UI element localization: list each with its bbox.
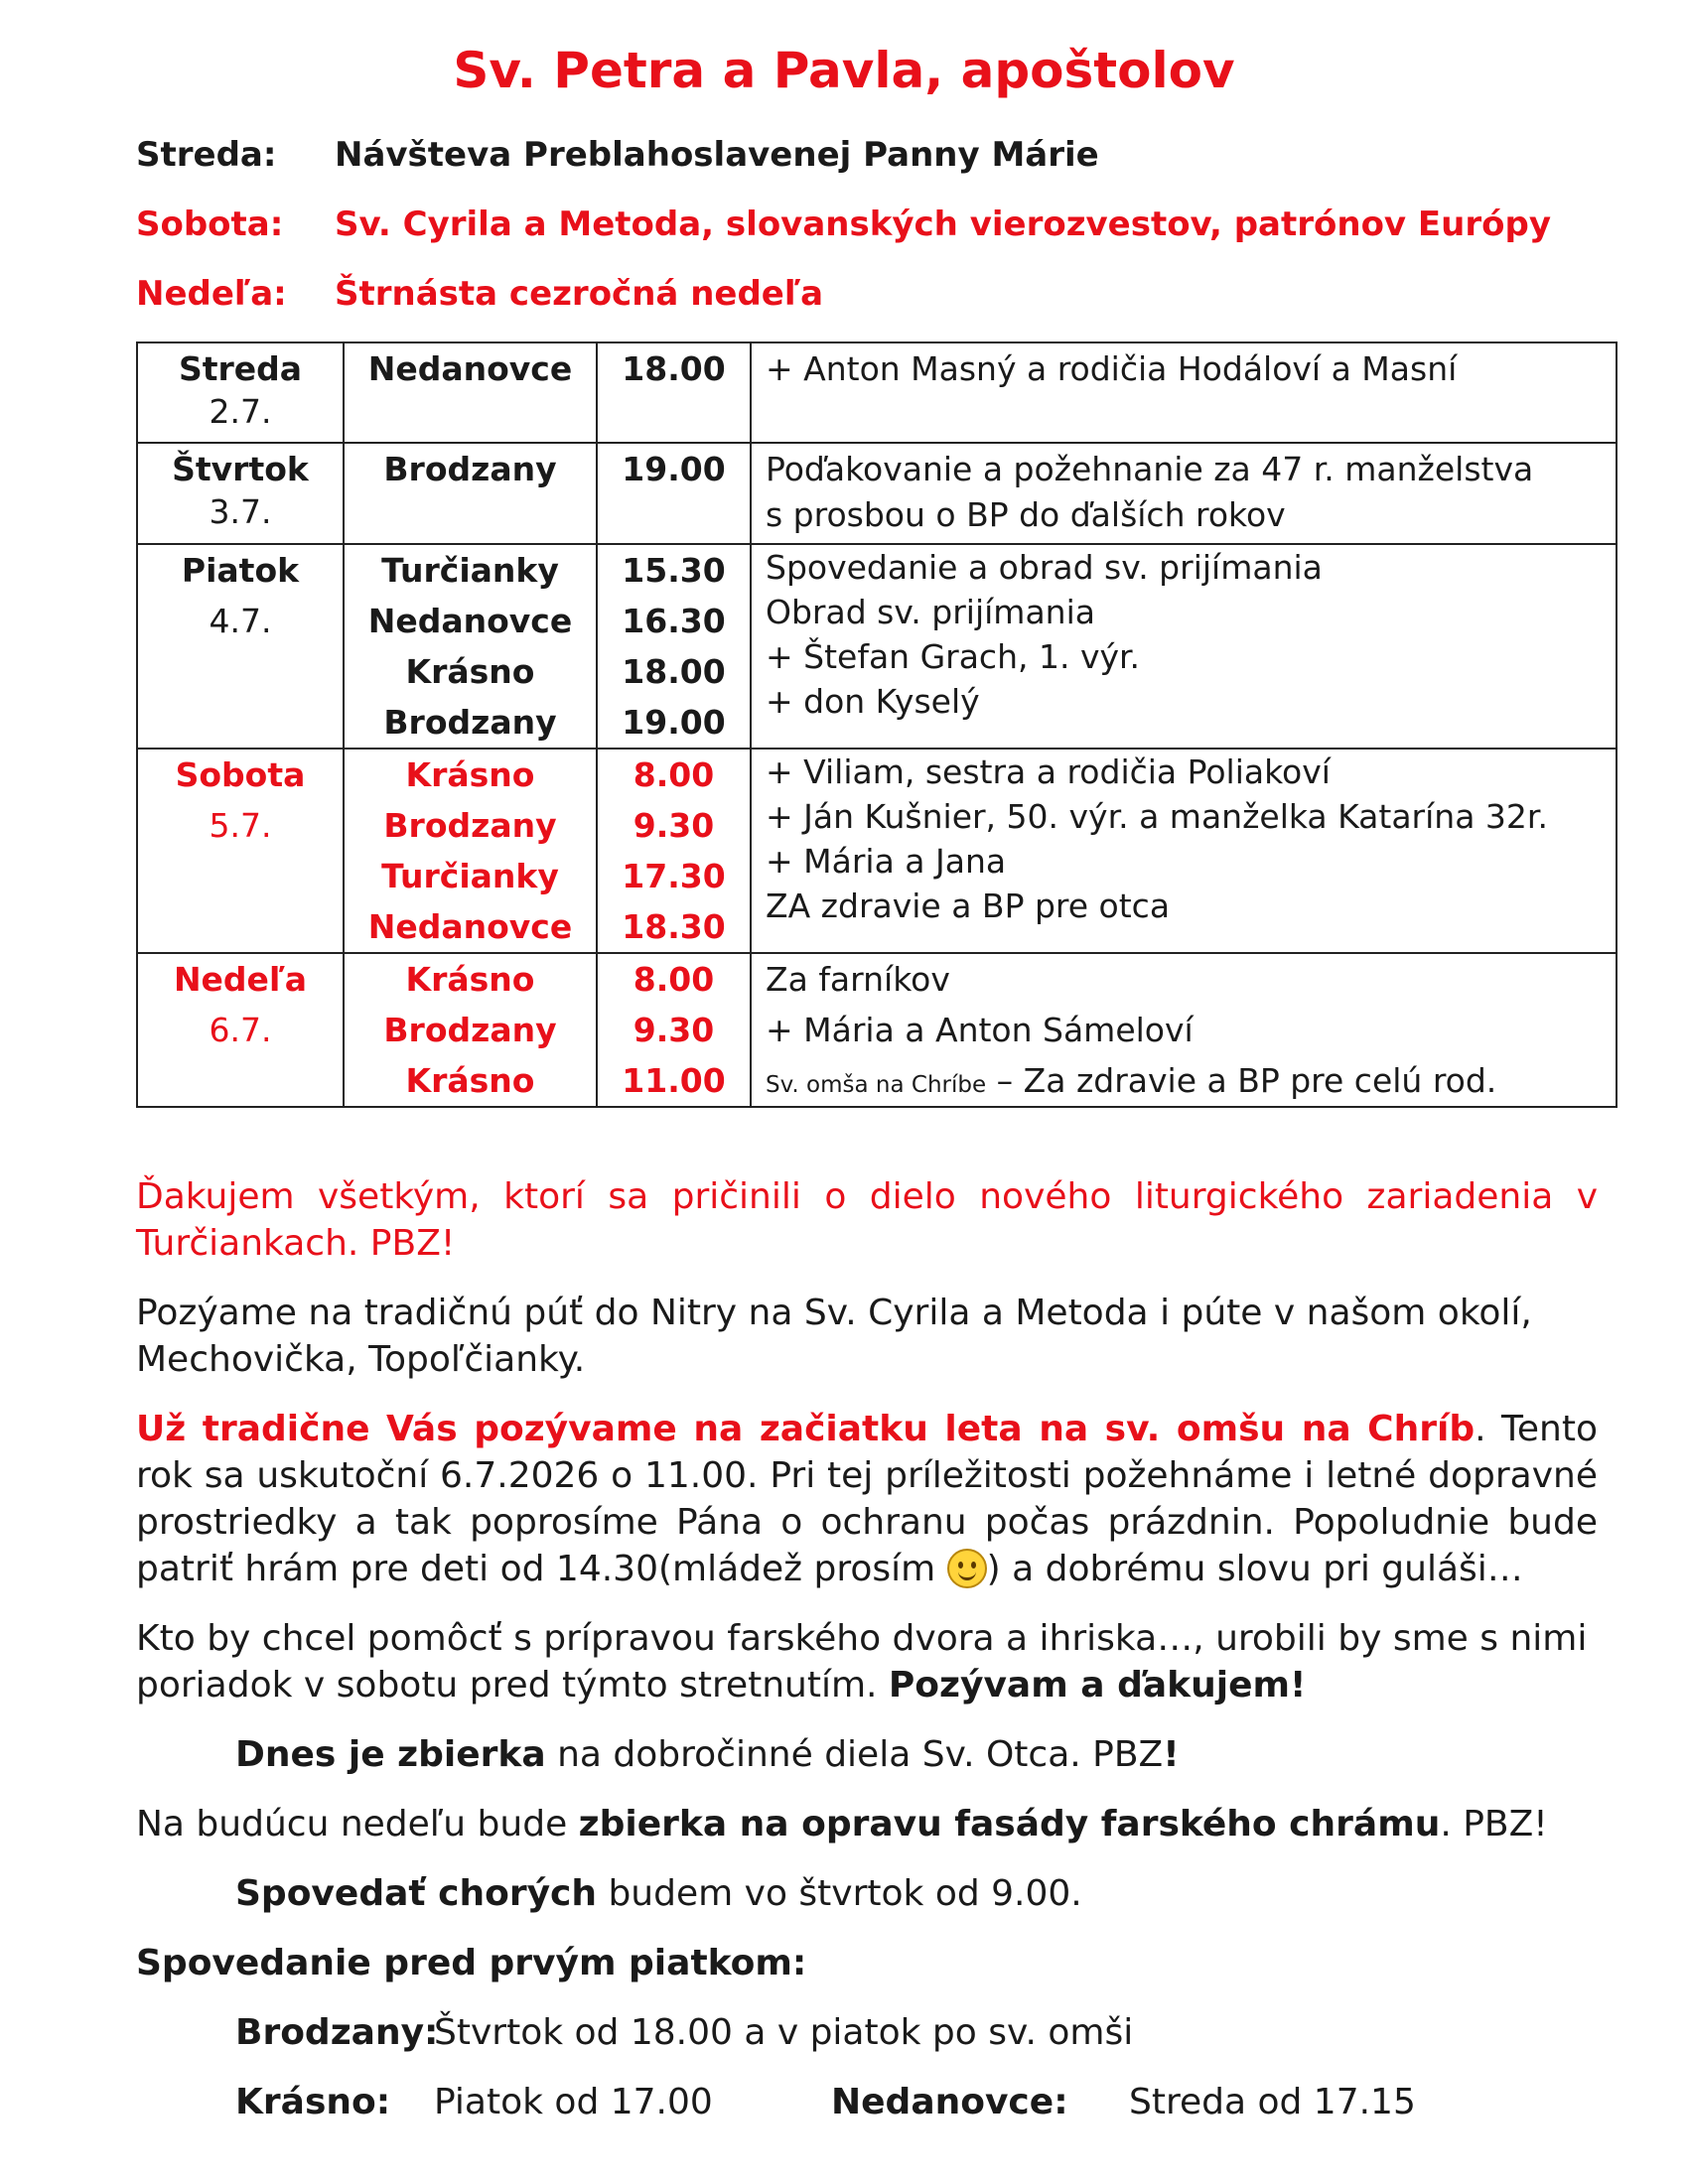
chrib-invite-text: . Tento rok sa uskutoční 6.7.2026 o 11.00. Pri tej príležitosti požehnáme i letné dopravné prostriedky a tak poprosíme Pána o ochranu počas prázdnin. Popoludnie bude patriť hrám pre deti od 14.30(mládež prosím: [136, 1409, 1598, 1589]
intention: + Mária a Jana: [766, 842, 1007, 881]
time: 19.00: [622, 703, 726, 742]
time: 9.30: [633, 1011, 715, 1049]
intention: ZA zdravie a BP pre otca: [766, 887, 1171, 925]
place: Brodzany: [383, 1011, 557, 1049]
time: 17.30: [622, 857, 726, 895]
confession-time: Streda od 17.15: [1129, 2082, 1416, 2122]
confession-brodzany: [235, 2009, 1688, 2056]
time: 8.00: [633, 960, 715, 999]
help-thanks: Pozývam a ďakujem!: [888, 1665, 1307, 1706]
confession-krasno-nedanovce: [235, 2079, 1688, 2125]
intention: Poďakovanie a požehnanie za 47 r. manželstva: [766, 450, 1534, 488]
place: Brodzany: [383, 806, 557, 845]
feast-day-label: Sobota:: [136, 205, 284, 244]
place: Brodzany: [383, 703, 557, 742]
sick-confession-text: budem vo štvrtok od 9.00.: [597, 1873, 1082, 1914]
intention: + Štefan Grach, 1. výr.: [766, 637, 1141, 676]
confession-place: Nedanovce:: [831, 2082, 1068, 2122]
intention: + Viliam, sestra a rodičia Poliakoví: [766, 752, 1331, 791]
time: 19.00: [622, 450, 726, 488]
announcement-collection-next: [136, 1801, 1598, 1847]
day-name: Piatok: [181, 551, 300, 590]
announcement-help: [136, 1615, 1598, 1708]
day-date: 6.7.: [209, 1011, 272, 1049]
feast-day-label: Nedeľa:: [136, 274, 287, 314]
intention-note: Sv. omša na Chríbe: [766, 1072, 987, 1098]
place: Krásno: [405, 960, 535, 999]
page-title: Sv. Petra a Pavla, apoštolov: [453, 42, 1235, 99]
place: Brodzany: [383, 450, 557, 488]
chrib-invite-highlight: Už tradične Vás pozývame na začiatku leta na sv. omšu na Chríb: [136, 1409, 1476, 1449]
table-row: [137, 749, 1617, 953]
sick-confession-label: Spovedať chorých: [235, 1873, 598, 1914]
intention: [766, 1055, 1616, 1106]
place: Turčianky: [381, 857, 559, 895]
intention: Spovedanie a obrad sv. prijímania: [766, 548, 1323, 587]
collection-today-label: Dnes je zbierka: [235, 1734, 546, 1775]
place: Krásno: [405, 1061, 535, 1100]
place: Nedanovce: [367, 907, 573, 946]
collection-next-intro: Na budúcu nedeľu bude: [136, 1804, 579, 1844]
day-date: 3.7.: [209, 492, 272, 531]
time: 18.00: [622, 652, 726, 691]
confession-place: Brodzany:: [235, 2012, 439, 2053]
feast-day-label: Streda:: [136, 135, 277, 175]
place: Nedanovce: [367, 349, 573, 388]
table-row: [137, 953, 1617, 1107]
time: 11.00: [622, 1061, 726, 1100]
intention: + Anton Masný a rodičia Hodáloví a Masní: [766, 349, 1458, 388]
day-date: 2.7.: [209, 392, 272, 431]
confession-heading-text: Spovedanie pred prvým piatkom:: [136, 1943, 807, 1983]
place: Turčianky: [381, 551, 559, 590]
feast-wednesday: [136, 135, 1099, 175]
confession-time: Štvrtok od 18.00 a v piatok po sv. omši: [434, 2012, 1134, 2053]
time: 18.30: [622, 907, 726, 946]
collection-next-purpose: zbierka na opravu fasády farského chrámu: [578, 1804, 1441, 1844]
feast-saturday: [136, 205, 1551, 244]
intention: Obrad sv. prijímania: [766, 593, 1095, 631]
intention: + don Kyselý: [766, 682, 980, 721]
time: 18.00: [622, 349, 726, 388]
smiley-icon: [947, 1549, 987, 1588]
table-row: [137, 443, 1617, 544]
day-name: Nedeľa: [173, 960, 308, 999]
feast-text: Návšteva Preblahoslavenej Panny Márie: [335, 135, 1099, 175]
intention: + Ján Kušnier, 50. výr. a manželka Katarína 32r.: [766, 797, 1548, 836]
time: 9.30: [633, 806, 715, 845]
day-date: 4.7.: [209, 602, 272, 640]
intention-text: – Za zdravie a BP pre celú rod.: [986, 1061, 1497, 1100]
time: 15.30: [622, 551, 726, 590]
feast-text: Štrnásta cezročná nedeľa: [335, 274, 824, 314]
time: 8.00: [633, 755, 715, 794]
table-row: [137, 544, 1617, 749]
help-text: Kto by chcel pomôcť s prípravou farského dvora a ihriska…, urobili by sme s nimi poriadok v sobotu pred týmto stretnutím.: [136, 1618, 1588, 1706]
intention: s prosbou o BP do ďalších rokov: [766, 495, 1286, 534]
intention: + Mária a Anton Sámeloví: [766, 1011, 1194, 1049]
feast-text: Sv. Cyrila a Metoda, slovanských vierozvestov, patrónov Európy: [335, 205, 1551, 244]
announcement-sick-confession: [235, 1870, 1688, 1917]
table-row: [137, 342, 1617, 443]
collection-today-end: !: [1163, 1734, 1180, 1775]
collection-today-text: na dobročinné diela Sv. Otca. PBZ: [545, 1734, 1164, 1775]
place: Krásno: [405, 652, 535, 691]
time: 16.30: [622, 602, 726, 640]
day-name: Sobota: [175, 755, 306, 794]
place: Krásno: [405, 755, 535, 794]
confession-time: Piatok od 17.00: [434, 2082, 713, 2122]
day-name: Streda: [178, 349, 303, 388]
feast-sunday: [136, 274, 823, 314]
day-date: 5.7.: [209, 806, 272, 845]
announcement-pilgrimage: Pozýame na tradičnú púť do Nitry na Sv. Cyrila a Metoda i púte v našom okolí, Mechovička, Topoľčianky.: [136, 1293, 1532, 1380]
confession-heading: [136, 1940, 1598, 1986]
mass-schedule-table: [136, 341, 1618, 1108]
day-name: Štvrtok: [172, 450, 309, 488]
collection-next-end: . PBZ!: [1440, 1804, 1548, 1844]
announcement-chrib-mass: [136, 1406, 1598, 1592]
chrib-invite-end: ) a dobrému slovu pri guláši…: [986, 1549, 1523, 1589]
announcement-thanks: Ďakujem všetkým, ktorí sa pričinili o dielo nového liturgického zariadenia v Turčiankach. PBZ!: [136, 1176, 1598, 1264]
intention: Za farníkov: [766, 960, 950, 999]
place: Nedanovce: [367, 602, 573, 640]
announcement-collection-today: [235, 1731, 1688, 1778]
confession-place: Krásno:: [235, 2082, 391, 2122]
